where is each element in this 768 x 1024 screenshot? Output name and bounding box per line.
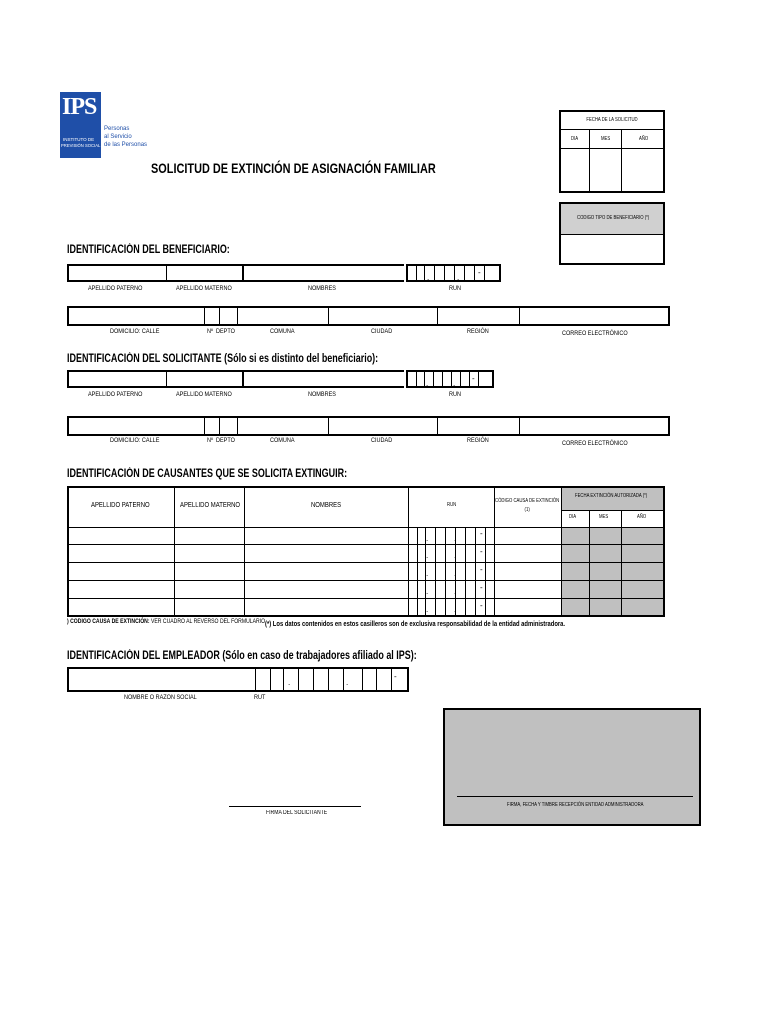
causante-row-2[interactable] — [69, 544, 663, 561]
emp-label-rut: RUT — [254, 694, 266, 701]
caus-fecha-dia: DIA — [569, 514, 577, 520]
causantes-heading: IDENTIFICACIÓN DE CAUSANTES QUE SE SOLICITA EXTINGUIR: — [67, 468, 348, 480]
codigo-tipo-header: CODIGO TIPO DE BENEFICIARIO (*) — [577, 215, 650, 221]
sol-label-calle: DOMICILIO: CALLE — [110, 437, 160, 444]
sol-label-numero: Nº — [207, 437, 214, 444]
ben-label-apellido-materno: APELLIDO MATERNO — [176, 285, 232, 292]
causante-row-4[interactable] — [69, 580, 663, 597]
logo-tagline-2: al Servicio — [104, 134, 132, 140]
causante-row-5[interactable] — [69, 598, 663, 615]
ben-label-region: REGIÓN — [467, 328, 489, 335]
solicitante-correo-field[interactable] — [519, 418, 668, 434]
caus-fecha-anio: AÑO — [637, 514, 647, 520]
ben-label-apellido-paterno: APELLIDO PATERNO — [88, 285, 143, 292]
ben-label-correo: CORREO ELECTRÓNICO — [562, 330, 628, 337]
solicitante-nombres-field[interactable] — [244, 370, 404, 388]
logo-tagline-3: de las Personas — [104, 142, 148, 148]
solicitante-region-field[interactable] — [437, 418, 517, 434]
beneficiario-apellido-materno-field[interactable] — [166, 266, 241, 280]
logo-org-line-2: PREVISIÓN SOCIAL — [61, 143, 101, 148]
firma-entidad-label: FIRMA, FECHA Y TIMBRE RECEPCIÓN ENTIDAD ADMINISTRADORA — [507, 802, 644, 808]
ben-label-calle: DOMICILIO: CALLE — [110, 328, 160, 335]
solicitante-numero-field[interactable] — [204, 418, 217, 434]
fecha-dia-field[interactable] — [561, 149, 589, 193]
footnote-responsabilidad: (*) Los datos contenidos en estos casilleros son de exclusiva responsabilidad de la entidad administradora. — [265, 619, 566, 628]
solicitante-comuna-field[interactable] — [237, 418, 326, 434]
sol-label-depto: DEPTO — [216, 437, 235, 444]
caus-col-nombres: NOMBRES — [311, 502, 342, 509]
sol-label-apellido-paterno: APELLIDO PATERNO — [88, 391, 143, 398]
sol-label-region: REGIÓN — [467, 437, 489, 444]
sol-label-ciudad: CIUDAD — [371, 437, 393, 444]
sol-label-nombres: NOMBRES — [308, 391, 336, 398]
solicitante-ciudad-field[interactable] — [328, 418, 435, 434]
beneficiario-heading: IDENTIFICACIÓN DEL BENEFICIARIO: — [67, 244, 230, 256]
empleador-rut-field[interactable] — [255, 669, 407, 690]
beneficiario-comuna-field[interactable] — [237, 308, 326, 324]
solicitante-apellido-materno-field[interactable] — [166, 372, 241, 386]
footnote-codigo-causa-bold: ) CODIGO CAUSA DE EXTINCIÓN: — [67, 619, 150, 625]
firma-entidad-box[interactable] — [443, 708, 701, 826]
fecha-mes-field[interactable] — [590, 149, 621, 193]
ips-logo — [60, 92, 148, 158]
fecha-anio-label: AÑO — [639, 136, 649, 142]
solicitante-calle-field[interactable] — [69, 418, 202, 434]
fecha-anio-field[interactable] — [622, 149, 665, 193]
caus-col-run: RUN — [447, 502, 457, 508]
beneficiario-ciudad-field[interactable] — [328, 308, 435, 324]
fecha-solicitud-header: FECHA DE LA SOLICITUD — [586, 117, 638, 123]
causante-row-3[interactable] — [69, 562, 663, 579]
ben-label-run: RUN — [449, 285, 461, 292]
logo-tagline-1: Personas — [104, 126, 130, 132]
fecha-mes-label: MES — [601, 136, 611, 142]
ben-label-ciudad: CIUDAD — [371, 328, 393, 335]
ben-label-depto: DEPTO — [216, 328, 235, 335]
sol-label-run: RUN — [449, 391, 461, 398]
beneficiario-apellido-paterno-field[interactable] — [69, 266, 164, 280]
beneficiario-numero-field[interactable] — [204, 308, 217, 324]
solicitante-apellido-paterno-field[interactable] — [69, 372, 164, 386]
page-title: SOLICITUD DE EXTINCIÓN DE ASIGNACIÓN FAMILIAR — [151, 160, 436, 176]
caus-fecha-mes: MES — [599, 514, 609, 520]
solicitante-run-field[interactable]: . . - — [406, 370, 494, 388]
firma-solicitante-line[interactable] — [229, 806, 361, 807]
caus-col-apellido-materno: APELLIDO MATERNO — [180, 502, 241, 509]
sol-label-apellido-materno: APELLIDO MATERNO — [176, 391, 232, 398]
empleador-row: . . - — [67, 667, 409, 692]
ben-label-numero: Nº — [207, 328, 214, 335]
fecha-dia-label: DIA — [571, 136, 579, 142]
codigo-tipo-field[interactable] — [561, 235, 663, 263]
emp-label-razon-social: NOMBRE O RAZON SOCIAL — [124, 694, 197, 701]
beneficiario-depto-field[interactable] — [219, 308, 235, 324]
solicitante-depto-field[interactable] — [219, 418, 235, 434]
empleador-razon-social-field[interactable] — [69, 669, 253, 690]
beneficiario-nombres-field[interactable] — [244, 264, 404, 282]
causante-row-1[interactable] — [69, 527, 663, 543]
empleador-heading: IDENTIFICACIÓN DEL EMPLEADOR (Sólo en caso de trabajadores afiliado al IPS): — [67, 650, 417, 662]
firma-solicitante-label: FIRMA DEL SOLICITANTE — [266, 810, 328, 816]
solicitante-heading: IDENTIFICACIÓN DEL SOLICITANTE (Sólo si es distinto del beneficiario): — [67, 353, 379, 365]
fecha-solicitud-box — [559, 110, 665, 193]
caus-col-codigo-causa: CÓDIGO CAUSA DE EXTINCIÓN (1) — [495, 498, 560, 513]
beneficiario-calle-field[interactable] — [69, 308, 202, 324]
beneficiario-region-field[interactable] — [437, 308, 517, 324]
ben-label-nombres: NOMBRES — [308, 285, 336, 292]
logo-acronym: IPS — [62, 94, 97, 120]
sol-label-correo: CORREO ELECTRÓNICO — [562, 440, 628, 447]
footnote-codigo-causa — [67, 619, 265, 625]
beneficiario-run-field[interactable]: . . - — [406, 264, 501, 282]
footnote-codigo-causa-rest: VER CUADRO AL REVERSO DEL FORMULARIO — [150, 619, 266, 625]
caus-col-fecha-extincion: FECHA EXTINCIÓN AUTORIZADA (*) — [575, 493, 648, 499]
caus-col-apellido-paterno: APELLIDO PATERNO — [91, 502, 150, 509]
beneficiario-correo-field[interactable] — [519, 308, 668, 324]
codigo-tipo-box — [559, 202, 665, 265]
logo-org-line-1: INSTITUTO DE — [63, 137, 95, 142]
sol-label-comuna: COMUNA — [270, 437, 295, 444]
ben-label-comuna: COMUNA — [270, 328, 295, 335]
